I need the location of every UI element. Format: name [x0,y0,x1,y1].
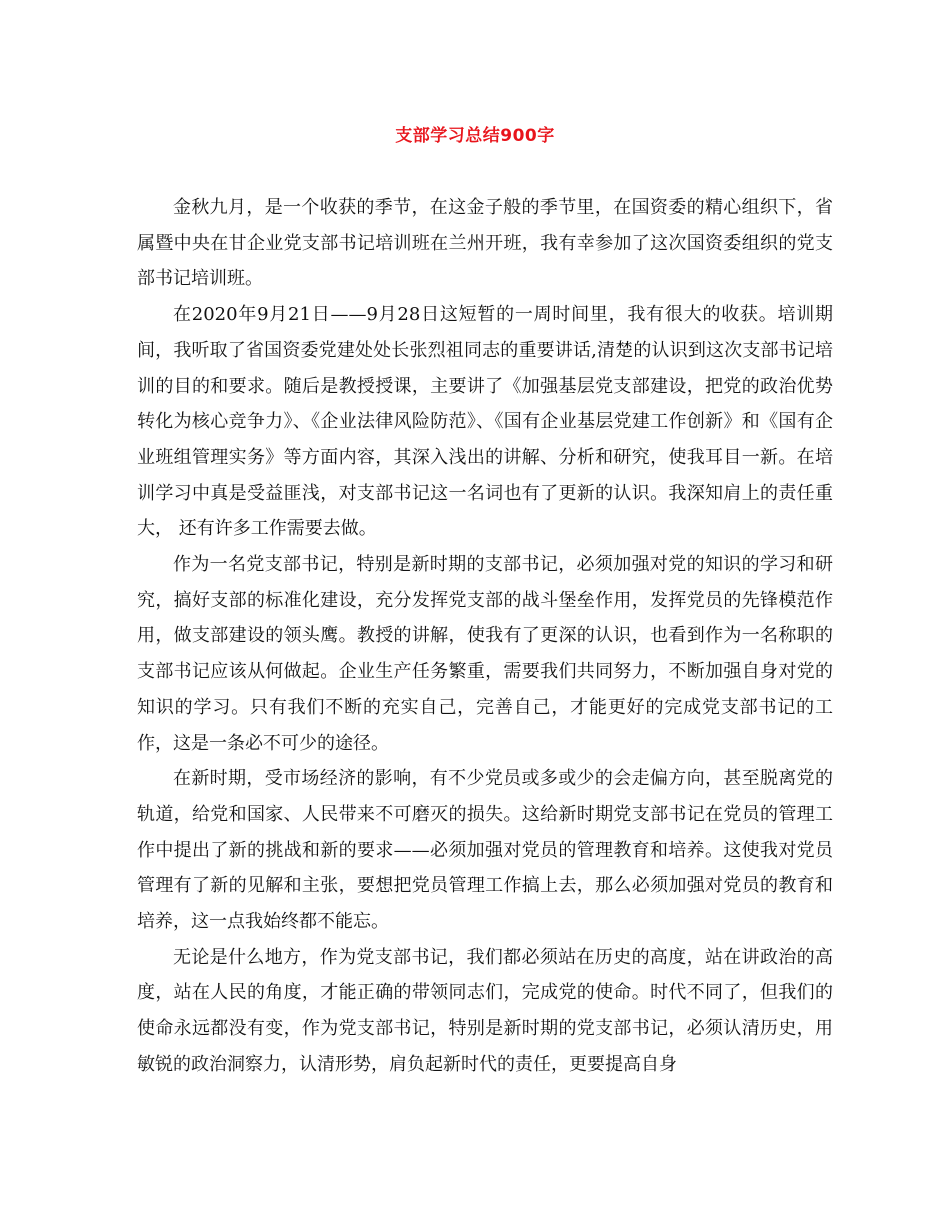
paragraph-1: 金秋九月，是一个收获的季节，在这金子般的季节里，在国资委的精心组织下，省属暨中央在甘企业党支部书记培训班在兰州开班，我有幸参加了这次国资委组织的党支部书记培训班。 [137,197,833,290]
paragraph-5: 无论是什么地方，作为党支部书记，我们都必须站在历史的高度，站在讲政治的高度，站在人民的角度，才能正确的带领同志们，完成党的使命。时代不同了，但我们的使命永远都没有变，作为党支部书记，特别是新时期的党支部书记，必须认清历史，用敏锐的政治洞察力，认清形势，肩负起新时代的责任，更要提高自身 [137,946,833,1075]
paragraph-2: 在2020年9月21日——9月28日这短暂的一周时间里，我有很大的收获。培训期间，我听取了省国资委党建处处长张烈祖同志的重要讲话,清楚的认识到这次支部书记培训的目的和要求。随后是教授授课，主要讲了《加强基层党支部建设，把党的政治优势转化为核心竞争力》、《企业法律风险防范》、《国有企业基层党建工作创新》和《国有企业班组管理实务》等方面内容，其深入浅出的讲解、分析和研究，使我耳目一新。在培训学习中真是受益匪浅，对支部书记这一名词也有了更新的认识。我深知肩上的责任重大， 还有许多工作需要去做。 [137,304,833,540]
paragraph-3: 作为一名党支部书记，特别是新时期的支部书记，必须加强对党的知识的学习和研究，搞好支部的标准化建设，充分发挥党支部的战斗堡垒作用，发挥党员的先锋模范作用，做支部建设的领头鹰。教授的讲解，使我有了更深的认识，也看到作为一名称职的支部书记应该从何做起。企业生产任务繁重，需要我们共同努力，不断加强自身对党的知识的学习。只有我们不断的充实自己，完善自己，才能更好的完成党支部书记的工作，这是一条必不可少的途径。 [137,554,833,754]
document-body [137,190,833,1083]
paragraph-4: 在新时期，受市场经济的影响，有不少党员或多或少的会走偏方向，甚至脱离党的轨道，给党和国家、人民带来不可磨灭的损失。这给新时期党支部书记在党员的管理工作中提出了新的挑战和新的要求——必须加强对党员的管理教育和培养。这使我对党员管理有了新的见解和主张，要想把党员管理工作搞上去，那么必须加强对党员的教育和培养，这一点我始终都不能忘。 [137,768,833,933]
document-title: 支部学习总结900字 [395,126,555,146]
